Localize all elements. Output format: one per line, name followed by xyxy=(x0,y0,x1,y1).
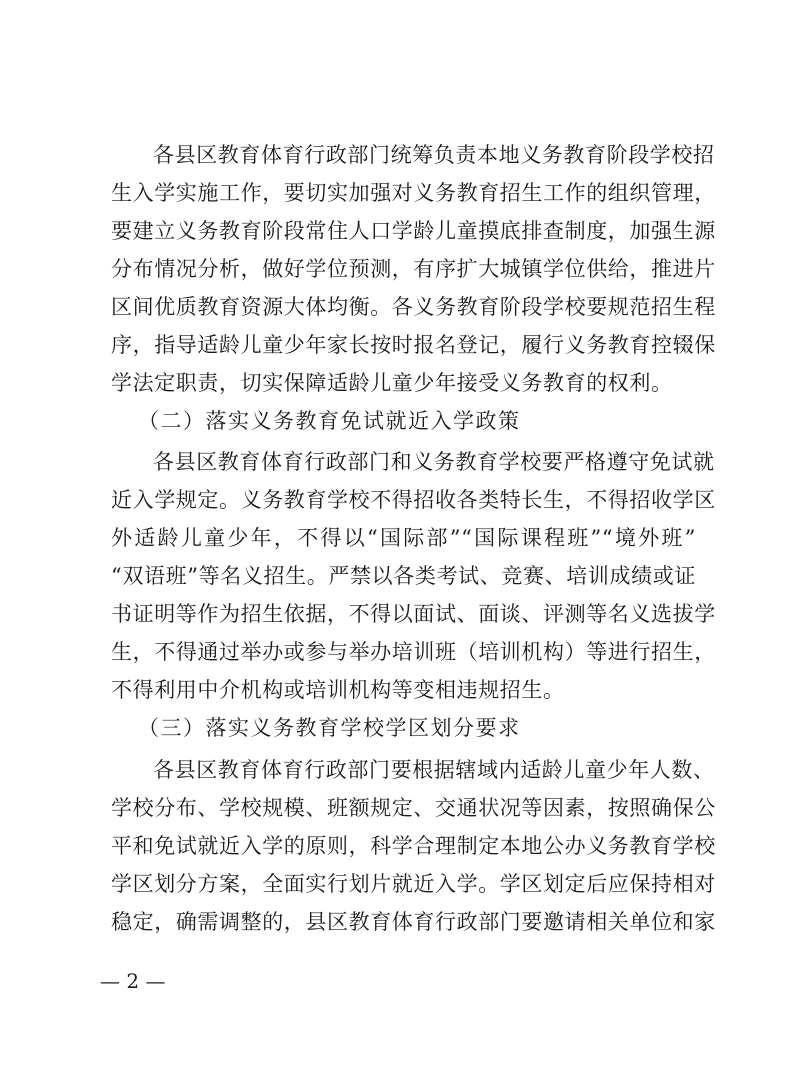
body-text-line: 生，不得通过举办或参与举办培训班（培训机构）等进行招生， xyxy=(111,640,716,664)
body-text-line: 生入学实施工作，要切实加强对义务教育招生工作的组织管理， xyxy=(111,181,716,205)
section-heading: （三）落实义务教育学校学区划分要求 xyxy=(138,716,521,740)
body-text-line: 各县区教育体育行政部门要根据辖域内适龄儿童少年人数、 xyxy=(153,758,715,782)
body-text-line: 各县区教育体育行政部门和义务教育学校要严格遵守免试就 xyxy=(153,450,715,474)
body-text-line: 稳定，确需调整的，县区教育体育行政部门要邀请相关单位和家 xyxy=(111,910,716,934)
body-text-line: 不得利用中介机构或培训机构等变相违规招生。 xyxy=(111,678,565,702)
page-number: — 2 — xyxy=(100,969,166,993)
body-text-line: 各县区教育体育行政部门统筹负责本地义务教育阶段学校招 xyxy=(153,143,715,167)
body-text-line: 外适龄儿童少年，不得以“国际部”“国际课程班”“境外班” xyxy=(111,526,696,550)
body-text-line: “双语班”等名义招生。严禁以各类考试、竞赛、培训成绩或证 xyxy=(111,564,696,588)
body-text-line: 学法定职责，切实保障适龄儿童少年接受义务教育的权利。 xyxy=(111,371,673,395)
body-text-line: 分布情况分析，做好学位预测，有序扩大城镇学位供给，推进片 xyxy=(111,257,716,281)
body-text-line: 学区划分方案，全面实行划片就近入学。学区划定后应保持相对 xyxy=(111,872,716,896)
body-text-line: 序，指导适龄儿童少年家长按时报名登记，履行义务教育控辍保 xyxy=(111,333,716,357)
body-text-line: 书证明等作为招生依据，不得以面试、面谈、评测等名义选拔学 xyxy=(111,602,716,626)
body-text-line: 近入学规定。义务教育学校不得招收各类特长生，不得招收学区 xyxy=(111,488,716,512)
body-text-line: 平和免试就近入学的原则，科学合理制定本地公办义务教育学校 xyxy=(111,834,716,858)
body-text-line: 要建立义务教育阶段常住人口学龄儿童摸底排查制度，加强生源 xyxy=(111,219,716,243)
body-text-line: 学校分布、学校规模、班额规定、交通状况等因素，按照确保公 xyxy=(111,796,716,820)
body-text-line: 区间优质教育资源大体均衡。各义务教育阶段学校要规范招生程 xyxy=(111,295,716,319)
section-heading: （二）落实义务教育免试就近入学政策 xyxy=(138,409,521,433)
